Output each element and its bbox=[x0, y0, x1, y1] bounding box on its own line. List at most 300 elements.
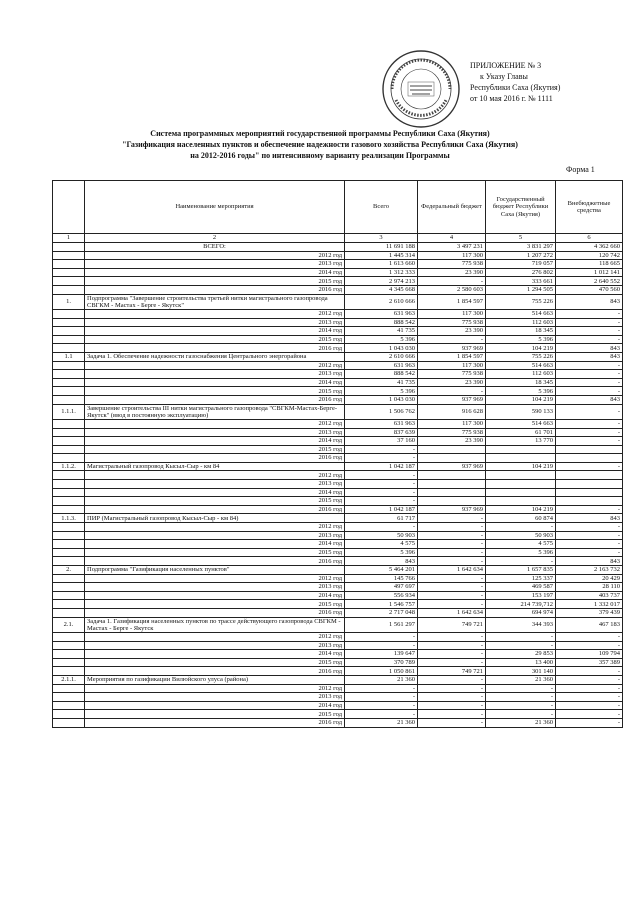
value-total: 1 445 314 bbox=[345, 251, 418, 260]
row-name: 2015 год bbox=[85, 277, 345, 286]
value-federal: 3 497 231 bbox=[418, 243, 486, 252]
value-total: 556 934 bbox=[345, 591, 418, 600]
value-republic: - bbox=[486, 523, 556, 532]
value-extrabudget: 843 bbox=[556, 557, 623, 566]
value-total: 1 613 660 bbox=[345, 260, 418, 269]
value-republic: 104 219 bbox=[486, 344, 556, 353]
year-row bbox=[53, 693, 623, 702]
row-name: 2016 год bbox=[85, 667, 345, 676]
row-number bbox=[53, 523, 85, 532]
year-row bbox=[53, 650, 623, 659]
table-row bbox=[53, 294, 623, 309]
year-row bbox=[53, 710, 623, 719]
value-extrabudget: - bbox=[556, 505, 623, 514]
row-number: 1.1 bbox=[53, 352, 85, 361]
value-republic: 21 360 bbox=[486, 675, 556, 684]
appendix-line-1: ПРИЛОЖЕНИЕ № 3 bbox=[470, 61, 542, 70]
table-row bbox=[53, 404, 623, 419]
row-number bbox=[53, 608, 85, 617]
row-number: 1.1.2. bbox=[53, 462, 85, 471]
row-name: 2016 год bbox=[85, 505, 345, 514]
official-seal-stamp bbox=[380, 48, 462, 130]
value-extrabudget: - bbox=[556, 428, 623, 437]
value-total: - bbox=[345, 523, 418, 532]
value-extrabudget: - bbox=[556, 318, 623, 327]
title-line-3: на 2012-2016 годы" по интенсивному варианту реализации Программы bbox=[190, 151, 450, 160]
row-name: 2014 год bbox=[85, 437, 345, 446]
value-republic: 13 400 bbox=[486, 658, 556, 667]
year-row bbox=[53, 378, 623, 387]
value-extrabudget: 4 362 660 bbox=[556, 243, 623, 252]
value-total: 5 464 201 bbox=[345, 566, 418, 575]
value-republic: 333 661 bbox=[486, 277, 556, 286]
value-republic: - bbox=[486, 693, 556, 702]
year-row bbox=[53, 505, 623, 514]
value-republic: 13 770 bbox=[486, 437, 556, 446]
year-row bbox=[53, 557, 623, 566]
value-federal bbox=[418, 480, 486, 489]
year-row bbox=[53, 395, 623, 404]
value-republic: 5 396 bbox=[486, 548, 556, 557]
row-name: 2012 год bbox=[85, 523, 345, 532]
value-extrabudget: - bbox=[556, 641, 623, 650]
row-name: 2016 год bbox=[85, 608, 345, 617]
value-republic: 5 396 bbox=[486, 387, 556, 396]
row-number bbox=[53, 378, 85, 387]
year-row bbox=[53, 540, 623, 549]
row-name: 2013 год bbox=[85, 480, 345, 489]
row-name: 2016 год bbox=[85, 344, 345, 353]
row-number bbox=[53, 540, 85, 549]
row-name: 2012 год bbox=[85, 251, 345, 260]
year-row bbox=[53, 344, 623, 353]
header-extrabudget: Внебюджетные средства bbox=[556, 181, 623, 234]
value-total: 1 043 030 bbox=[345, 395, 418, 404]
value-federal: - bbox=[418, 675, 486, 684]
value-federal: 117 300 bbox=[418, 251, 486, 260]
row-number bbox=[53, 437, 85, 446]
value-total: 1 050 861 bbox=[345, 667, 418, 676]
header-row bbox=[53, 181, 623, 234]
value-total: 37 160 bbox=[345, 437, 418, 446]
value-extrabudget: - bbox=[556, 437, 623, 446]
year-row bbox=[53, 600, 623, 609]
row-name: 2013 год bbox=[85, 318, 345, 327]
year-row bbox=[53, 277, 623, 286]
row-number bbox=[53, 583, 85, 592]
value-federal: - bbox=[418, 574, 486, 583]
header-federal: Федеральный бюджет bbox=[418, 181, 486, 234]
value-extrabudget bbox=[556, 480, 623, 489]
value-total: 837 639 bbox=[345, 428, 418, 437]
value-republic: 5 396 bbox=[486, 335, 556, 344]
value-federal: 23 390 bbox=[418, 268, 486, 277]
value-extrabudget: - bbox=[556, 548, 623, 557]
value-federal: - bbox=[418, 387, 486, 396]
value-federal: - bbox=[418, 540, 486, 549]
row-name: 2015 год bbox=[85, 600, 345, 609]
value-federal: - bbox=[418, 557, 486, 566]
row-name: 2014 год bbox=[85, 268, 345, 277]
row-name: ВСЕГО: bbox=[85, 243, 345, 252]
value-extrabudget: - bbox=[556, 701, 623, 710]
year-row bbox=[53, 309, 623, 318]
value-total: 1 546 757 bbox=[345, 600, 418, 609]
row-number bbox=[53, 344, 85, 353]
value-republic: 214 739,712 bbox=[486, 600, 556, 609]
row-number bbox=[53, 658, 85, 667]
value-extrabudget: 403 737 bbox=[556, 591, 623, 600]
value-federal: 937 969 bbox=[418, 462, 486, 471]
value-extrabudget bbox=[556, 454, 623, 463]
value-total: 1 312 333 bbox=[345, 268, 418, 277]
header-republic: Государственный бюджет Республики Саха (Якутия) bbox=[486, 181, 556, 234]
row-number bbox=[53, 309, 85, 318]
value-republic: 60 874 bbox=[486, 514, 556, 523]
value-total: 21 360 bbox=[345, 718, 418, 727]
row-name: 2015 год bbox=[85, 548, 345, 557]
row-number: 2. bbox=[53, 566, 85, 575]
row-name: 2015 год bbox=[85, 497, 345, 506]
value-federal: - bbox=[418, 650, 486, 659]
value-republic: 125 337 bbox=[486, 574, 556, 583]
row-name: 2012 год bbox=[85, 309, 345, 318]
row-name: ПИР (Магистральный газопровод Кысыл-Сыр - км 84) bbox=[85, 514, 345, 523]
value-republic: - bbox=[486, 684, 556, 693]
value-extrabudget: - bbox=[556, 675, 623, 684]
value-federal: 117 300 bbox=[418, 419, 486, 428]
value-total: 5 396 bbox=[345, 335, 418, 344]
year-row bbox=[53, 428, 623, 437]
row-number bbox=[53, 718, 85, 727]
row-name: 2014 год bbox=[85, 591, 345, 600]
value-republic: 755 226 bbox=[486, 352, 556, 361]
value-federal: 775 938 bbox=[418, 260, 486, 269]
value-total: 888 542 bbox=[345, 370, 418, 379]
row-number bbox=[53, 557, 85, 566]
row-number bbox=[53, 445, 85, 454]
value-republic: 1 294 505 bbox=[486, 285, 556, 294]
value-republic: 3 831 297 bbox=[486, 243, 556, 252]
row-name: 2013 год bbox=[85, 260, 345, 269]
value-extrabudget: - bbox=[556, 632, 623, 641]
value-federal: - bbox=[418, 523, 486, 532]
value-extrabudget: - bbox=[556, 327, 623, 336]
value-federal: - bbox=[418, 701, 486, 710]
value-republic: 21 360 bbox=[486, 718, 556, 727]
appendix-block bbox=[470, 60, 560, 104]
row-name: 2012 год bbox=[85, 361, 345, 370]
row-number bbox=[53, 548, 85, 557]
value-extrabudget: 843 bbox=[556, 344, 623, 353]
year-row bbox=[53, 701, 623, 710]
value-total: 145 766 bbox=[345, 574, 418, 583]
value-extrabudget: 109 794 bbox=[556, 650, 623, 659]
row-name: 2012 год bbox=[85, 574, 345, 583]
row-number bbox=[53, 318, 85, 327]
value-federal: 937 969 bbox=[418, 395, 486, 404]
value-republic: 469 587 bbox=[486, 583, 556, 592]
row-name: 2013 год bbox=[85, 641, 345, 650]
value-federal: - bbox=[418, 710, 486, 719]
row-name: 2014 год bbox=[85, 327, 345, 336]
document-title bbox=[60, 128, 580, 161]
value-total: 1 042 187 bbox=[345, 505, 418, 514]
row-name: 2012 год bbox=[85, 632, 345, 641]
row-number bbox=[53, 260, 85, 269]
value-federal: - bbox=[418, 658, 486, 667]
value-extrabudget: 843 bbox=[556, 294, 623, 309]
year-row bbox=[53, 370, 623, 379]
value-federal: 1 854 597 bbox=[418, 352, 486, 361]
value-republic: 112 603 bbox=[486, 370, 556, 379]
year-row bbox=[53, 667, 623, 676]
value-republic: 514 663 bbox=[486, 309, 556, 318]
value-extrabudget bbox=[556, 497, 623, 506]
year-row bbox=[53, 268, 623, 277]
row-number bbox=[53, 243, 85, 252]
value-federal: 23 390 bbox=[418, 437, 486, 446]
header-total: Всего bbox=[345, 181, 418, 234]
table-row bbox=[53, 352, 623, 361]
row-number bbox=[53, 480, 85, 489]
value-extrabudget: - bbox=[556, 462, 623, 471]
value-total: - bbox=[345, 445, 418, 454]
year-row bbox=[53, 260, 623, 269]
value-federal: - bbox=[418, 335, 486, 344]
row-name: 2013 год bbox=[85, 370, 345, 379]
row-number bbox=[53, 505, 85, 514]
row-number bbox=[53, 591, 85, 600]
value-total: - bbox=[345, 497, 418, 506]
row-name: Магистральный газопровод Кысыл-Сыр - км 84 bbox=[85, 462, 345, 471]
value-extrabudget: - bbox=[556, 309, 623, 318]
value-extrabudget bbox=[556, 488, 623, 497]
value-federal: 916 628 bbox=[418, 404, 486, 419]
row-name: 2015 год bbox=[85, 445, 345, 454]
row-number bbox=[53, 361, 85, 370]
year-row bbox=[53, 608, 623, 617]
value-federal: - bbox=[418, 514, 486, 523]
column-index-row bbox=[53, 234, 623, 243]
value-republic bbox=[486, 480, 556, 489]
row-number bbox=[53, 684, 85, 693]
row-number bbox=[53, 277, 85, 286]
value-federal: - bbox=[418, 548, 486, 557]
value-total: - bbox=[345, 632, 418, 641]
row-name: Задача 1. Газификация населенных пунктов по трассе действующего газопровода СВГКМ - Мастах - Берге - Якутск bbox=[85, 617, 345, 632]
value-total: - bbox=[345, 641, 418, 650]
value-republic: - bbox=[486, 710, 556, 719]
value-total: 843 bbox=[345, 557, 418, 566]
row-number: 2.1.1. bbox=[53, 675, 85, 684]
value-federal: 23 390 bbox=[418, 327, 486, 336]
value-total: 888 542 bbox=[345, 318, 418, 327]
row-name: 2013 год bbox=[85, 583, 345, 592]
year-row bbox=[53, 285, 623, 294]
value-total: 41 735 bbox=[345, 327, 418, 336]
row-number bbox=[53, 251, 85, 260]
value-total: - bbox=[345, 480, 418, 489]
year-row bbox=[53, 718, 623, 727]
row-name: 2013 год bbox=[85, 428, 345, 437]
row-number bbox=[53, 395, 85, 404]
row-number bbox=[53, 285, 85, 294]
value-extrabudget: 120 742 bbox=[556, 251, 623, 260]
value-federal: 2 580 603 bbox=[418, 285, 486, 294]
row-number bbox=[53, 650, 85, 659]
value-republic: - bbox=[486, 701, 556, 710]
row-name: 2014 год bbox=[85, 701, 345, 710]
value-total: - bbox=[345, 471, 418, 480]
value-republic: 18 345 bbox=[486, 327, 556, 336]
appendix-line-2: к Указу Главы bbox=[480, 72, 528, 81]
value-republic: 153 197 bbox=[486, 591, 556, 600]
value-republic bbox=[486, 445, 556, 454]
value-republic: - bbox=[486, 632, 556, 641]
value-federal: 775 938 bbox=[418, 428, 486, 437]
row-number bbox=[53, 454, 85, 463]
row-name: 2016 год bbox=[85, 718, 345, 727]
row-number bbox=[53, 710, 85, 719]
header-num bbox=[53, 181, 85, 234]
value-extrabudget: - bbox=[556, 361, 623, 370]
value-federal bbox=[418, 445, 486, 454]
value-federal: 117 300 bbox=[418, 361, 486, 370]
value-federal: - bbox=[418, 531, 486, 540]
value-total: 370 789 bbox=[345, 658, 418, 667]
year-row bbox=[53, 632, 623, 641]
value-federal: 1 854 597 bbox=[418, 294, 486, 309]
row-name: 2016 год bbox=[85, 454, 345, 463]
value-total: 1 561 297 bbox=[345, 617, 418, 632]
row-number bbox=[53, 641, 85, 650]
row-name: Задача 1. Обеспечение надежности газоснабжения Центрального энергорайона bbox=[85, 352, 345, 361]
value-extrabudget: 843 bbox=[556, 395, 623, 404]
row-number bbox=[53, 268, 85, 277]
col-index: 3 bbox=[345, 234, 418, 243]
value-federal: - bbox=[418, 693, 486, 702]
value-total: - bbox=[345, 701, 418, 710]
year-row bbox=[53, 497, 623, 506]
row-number bbox=[53, 600, 85, 609]
value-republic: 61 701 bbox=[486, 428, 556, 437]
value-federal bbox=[418, 488, 486, 497]
row-number bbox=[53, 693, 85, 702]
value-extrabudget: 1 332 017 bbox=[556, 600, 623, 609]
value-federal: 775 938 bbox=[418, 370, 486, 379]
row-name: 2012 год bbox=[85, 684, 345, 693]
value-total: 2 610 666 bbox=[345, 352, 418, 361]
row-name: 2012 год bbox=[85, 471, 345, 480]
value-total: 5 396 bbox=[345, 387, 418, 396]
value-total: - bbox=[345, 684, 418, 693]
value-extrabudget: - bbox=[556, 710, 623, 719]
row-number: 1. bbox=[53, 294, 85, 309]
value-extrabudget: 467 183 bbox=[556, 617, 623, 632]
value-federal: - bbox=[418, 684, 486, 693]
table-row bbox=[53, 566, 623, 575]
table-body bbox=[53, 243, 623, 728]
row-number: 2.1. bbox=[53, 617, 85, 632]
value-extrabudget: 470 560 bbox=[556, 285, 623, 294]
row-number bbox=[53, 387, 85, 396]
value-federal: 775 938 bbox=[418, 318, 486, 327]
value-federal: 1 642 634 bbox=[418, 566, 486, 575]
row-number bbox=[53, 327, 85, 336]
row-number bbox=[53, 667, 85, 676]
value-extrabudget bbox=[556, 445, 623, 454]
year-row bbox=[53, 523, 623, 532]
value-extrabudget: - bbox=[556, 335, 623, 344]
row-number bbox=[53, 701, 85, 710]
row-name: 2015 год bbox=[85, 710, 345, 719]
value-federal: 937 969 bbox=[418, 505, 486, 514]
value-federal: - bbox=[418, 591, 486, 600]
value-republic: 694 974 bbox=[486, 608, 556, 617]
row-number: 1.1.1. bbox=[53, 404, 85, 419]
row-number bbox=[53, 531, 85, 540]
col-index: 4 bbox=[418, 234, 486, 243]
row-name: Подпрограмма "Газификация населенных пунктов" bbox=[85, 566, 345, 575]
year-row bbox=[53, 548, 623, 557]
value-federal: - bbox=[418, 583, 486, 592]
col-index: 5 bbox=[486, 234, 556, 243]
row-number bbox=[53, 471, 85, 480]
row-name: 2013 год bbox=[85, 531, 345, 540]
value-federal: 749 721 bbox=[418, 617, 486, 632]
value-federal: - bbox=[418, 277, 486, 286]
value-republic: 301 140 bbox=[486, 667, 556, 676]
value-republic: - bbox=[486, 641, 556, 650]
value-republic: 514 663 bbox=[486, 419, 556, 428]
value-total: 21 360 bbox=[345, 675, 418, 684]
value-republic bbox=[486, 488, 556, 497]
year-row bbox=[53, 641, 623, 650]
value-republic: 514 663 bbox=[486, 361, 556, 370]
year-row bbox=[53, 419, 623, 428]
value-total: 497 697 bbox=[345, 583, 418, 592]
title-line-1: Система программных мероприятий государственной программы Республики Саха (Якутия) bbox=[150, 129, 490, 138]
value-republic: 344 393 bbox=[486, 617, 556, 632]
value-republic: - bbox=[486, 557, 556, 566]
col-index: 6 bbox=[556, 234, 623, 243]
year-row bbox=[53, 454, 623, 463]
row-name: Подпрограмма "Завершение строительства третьей нитки магистрального газопровода СВГКМ - Мастах - Берге - Якутск" bbox=[85, 294, 345, 309]
value-extrabudget: - bbox=[556, 523, 623, 532]
value-republic: 50 903 bbox=[486, 531, 556, 540]
year-row bbox=[53, 445, 623, 454]
value-extrabudget: 843 bbox=[556, 352, 623, 361]
value-total: 4 345 668 bbox=[345, 285, 418, 294]
value-federal: - bbox=[418, 641, 486, 650]
year-row bbox=[53, 251, 623, 260]
value-federal: - bbox=[418, 718, 486, 727]
value-total: 1 506 762 bbox=[345, 404, 418, 419]
value-extrabudget: - bbox=[556, 378, 623, 387]
value-federal bbox=[418, 471, 486, 480]
value-republic: 112 603 bbox=[486, 318, 556, 327]
value-republic: 4 575 bbox=[486, 540, 556, 549]
value-extrabudget: - bbox=[556, 540, 623, 549]
row-name: 2014 год bbox=[85, 540, 345, 549]
value-federal bbox=[418, 497, 486, 506]
value-extrabudget: 2 640 552 bbox=[556, 277, 623, 286]
value-total: - bbox=[345, 454, 418, 463]
value-republic bbox=[486, 454, 556, 463]
row-name: Завершение строительства III нитки магистрального газопровода "СВГКМ-Мастах-Берге-Якутск" (ввод в постоянную эксплуатацию) bbox=[85, 404, 345, 419]
year-row bbox=[53, 437, 623, 446]
